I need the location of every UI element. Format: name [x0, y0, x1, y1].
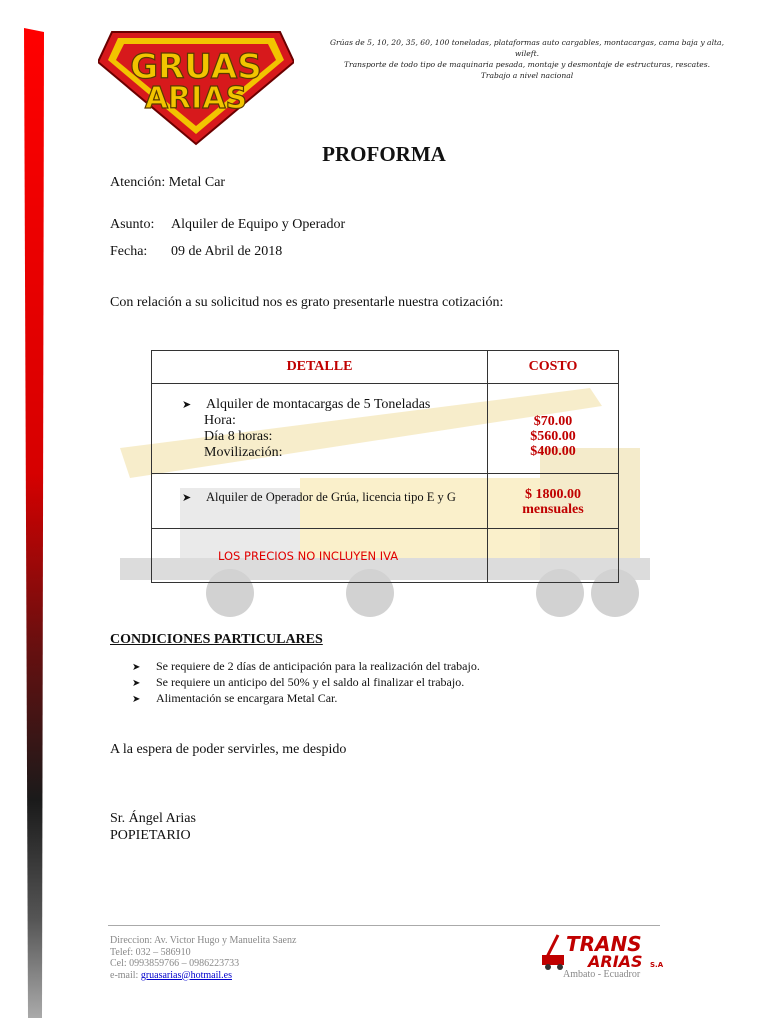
footer-address: Direccion: Av. Victor Hugo y Manuelita Saenz [110, 935, 297, 946]
vat-note: LOS PRECIOS NO INCLUYEN IVA [152, 529, 488, 583]
row1-item: Día 8 horas: [204, 429, 273, 444]
header-line2: wileft. [514, 49, 540, 58]
list-item: ➤ Se requiere de 2 días de anticipación para la realización del trabajo. [132, 659, 480, 673]
subject-line [110, 217, 345, 233]
row2-cost-period: mensuales [522, 502, 584, 517]
row1-item: Hora: [204, 413, 236, 428]
logo-line2: ARIAS [144, 81, 248, 116]
detail-header: DETALLE [152, 351, 488, 384]
row2-title: Alquiler de Operador de Grúa, licencia tipo E y G [206, 490, 456, 504]
subject-label: Asunto: [110, 217, 155, 232]
row1-cost: $560.00 [530, 429, 576, 444]
date-value: 09 de Abril de 2018 [171, 244, 283, 259]
header-line4: Trabajo a nivel nacional [480, 71, 574, 80]
row2-cost: $ 1800.00 [525, 487, 581, 502]
decorative-side-bar [22, 28, 46, 1018]
header-line1: Grúas de 5, 10, 20, 35, 60, 100 toneladas, plataformas auto cargables, montacargas, cama baja y alta, [329, 38, 725, 47]
svg-text:ARIAS: ARIAS [588, 952, 643, 971]
cost-cell [488, 474, 619, 529]
table-row [152, 474, 619, 529]
table-row [152, 384, 619, 474]
header-line3: Transporte de todo tipo de maquinaria pesada, montaje y desmontaje de estructuras, rescates. [343, 60, 711, 69]
cost-header: COSTO [488, 351, 619, 384]
row1-cost: $400.00 [530, 444, 576, 459]
table-header-row [152, 351, 619, 384]
gruas-arias-logo [98, 20, 294, 146]
footer-cell: Cel: 0993859766 – 0986223733 [110, 958, 240, 969]
quote-table [151, 350, 619, 583]
detail-cell [152, 384, 488, 474]
intro-text: Con relación a su solicitud nos es grato presentarle nuestra cotización: [110, 295, 504, 310]
row1-item: Movilización: [204, 445, 283, 460]
conditions-list [132, 659, 480, 707]
footer-email-line: e-mail: gruasarias@hotmail.es [110, 969, 232, 981]
footer-location: Ambato - Ecuadror [563, 969, 641, 980]
company-services-header [316, 37, 738, 81]
date-label: Fecha: [110, 244, 148, 259]
footer-divider [108, 925, 660, 926]
row1-cost: $70.00 [533, 414, 573, 429]
arrow-bullet-icon: ➤ [132, 678, 141, 689]
footer-contact [110, 935, 296, 981]
svg-text:TRANS: TRANS [566, 932, 642, 956]
closing-text: A la espera de poder servirles, me despido [110, 742, 347, 757]
empty-cost-cell [488, 529, 619, 583]
arrow-bullet-icon: ➤ [182, 399, 192, 411]
signature-role: POPIETARIO [110, 828, 191, 843]
attention-line: Atención: Metal Car [110, 175, 226, 190]
email-link[interactable]: gruasarias@hotmail.es [140, 969, 232, 981]
arrow-bullet-icon: ➤ [132, 694, 141, 705]
arrow-bullet-icon: ➤ [182, 492, 192, 504]
list-item: ➤ Se requiere un anticipo del 50% y el saldo al finalizar el trabajo. [132, 675, 465, 689]
table-row [152, 529, 619, 583]
conditions-title: CONDICIONES PARTICULARES [110, 632, 323, 647]
detail-cell [152, 474, 488, 529]
svg-text:S.A: S.A [650, 961, 664, 969]
date-line [110, 244, 282, 260]
list-item: ➤ Alimentación se encargara Metal Car. [132, 691, 338, 705]
subject-value: Alquiler de Equipo y Operador [171, 217, 346, 232]
footer-phone: Telef: 032 – 586910 [110, 946, 191, 958]
logo-line1: GRUAS [130, 47, 262, 87]
arrow-bullet-icon: ➤ [132, 662, 141, 673]
cost-cell [488, 384, 619, 474]
trans-arias-logo [540, 929, 674, 971]
row1-title: Alquiler de montacargas de 5 Toneladas [206, 397, 431, 412]
document-title: PROFORMA [322, 142, 446, 166]
signature-name: Sr. Ángel Arias [110, 811, 196, 826]
